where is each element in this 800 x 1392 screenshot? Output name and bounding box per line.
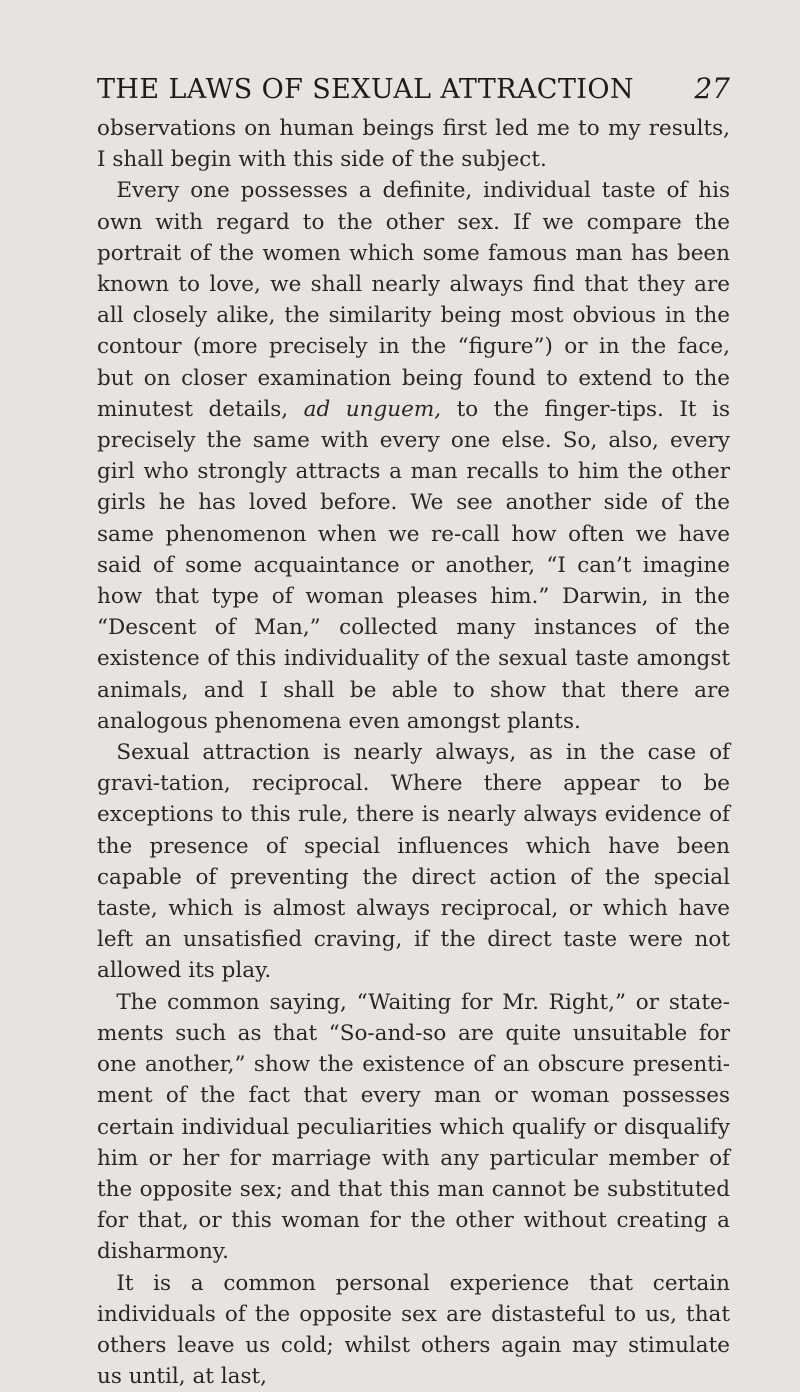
running-head: THE LAWS OF SEXUAL ATTRACTION xyxy=(97,74,634,105)
body-text xyxy=(97,113,730,1392)
page-number: 27 xyxy=(694,72,730,105)
paragraph-1 xyxy=(97,113,730,175)
paragraph-2-text-a: Every one possesses a definite, individual taste of his own with regard to the other sex. If we compare the portrait of the women which some famous man has been known to love, we shall nearly always find that they are all closely alike, the similarity being most obvious in the contour (more precisely in the “figure”) or in the face, but on closer examination being found to extend to the minutest details, xyxy=(97,178,730,422)
paragraph-2-text-b: to the finger-tips. It is precisely the same with every one else. So, also, every girl who strongly attracts a man recalls to him the other girls he has loved before. We see another side of the same phenomenon when we re-call how often we have said of some acquaintance or another, “I can’t imagine how that type of woman pleases him.” Darwin, in the “Descent of Man,” collected many instances of the existence of this individuality of the sexual taste amongst animals, and I shall be able to show that there are analogous phenomena even amongst plants. xyxy=(97,396,731,734)
paragraph-2 xyxy=(97,175,730,737)
page-header xyxy=(97,72,730,105)
paragraph-3 xyxy=(97,737,730,987)
paragraph-4-text: The common saying, “Waiting for Mr. Right,” or state-ments such as that “So-and-so are quite unsuitable for one another,” show the existence of an obscure presenti-ment of the fact that every man or woman possesses certain individual peculiarities which qualify or disqualify him or her for marriage with any particular member of the opposite sex; and that this man cannot be substituted for that, or this woman for the other without creating a disharmony. xyxy=(97,989,730,1265)
paragraph-3-text: Sexual attraction is nearly always, as in the case of gravi-tation, reciprocal. Where there appear to be exceptions to this rule, there is nearly always evidence of the presence of special influences which have been capable of preventing the direct action of the special taste, which is almost always reciprocal, or which have left an unsatisfied craving, if the direct taste were not allowed its play. xyxy=(97,740,730,984)
paragraph-5 xyxy=(97,1268,730,1392)
paragraph-5-text: It is a common personal experience that certain individuals of the opposite sex are distasteful to us, that others leave us cold; whilst others again may stimulate us until, at last, xyxy=(97,1270,730,1390)
latin-phrase: ad unguem, xyxy=(303,396,442,422)
paragraph-4 xyxy=(97,987,730,1268)
paragraph-1-text: observations on human beings first led me to my results, I shall begin with this side of the subject. xyxy=(97,116,730,173)
